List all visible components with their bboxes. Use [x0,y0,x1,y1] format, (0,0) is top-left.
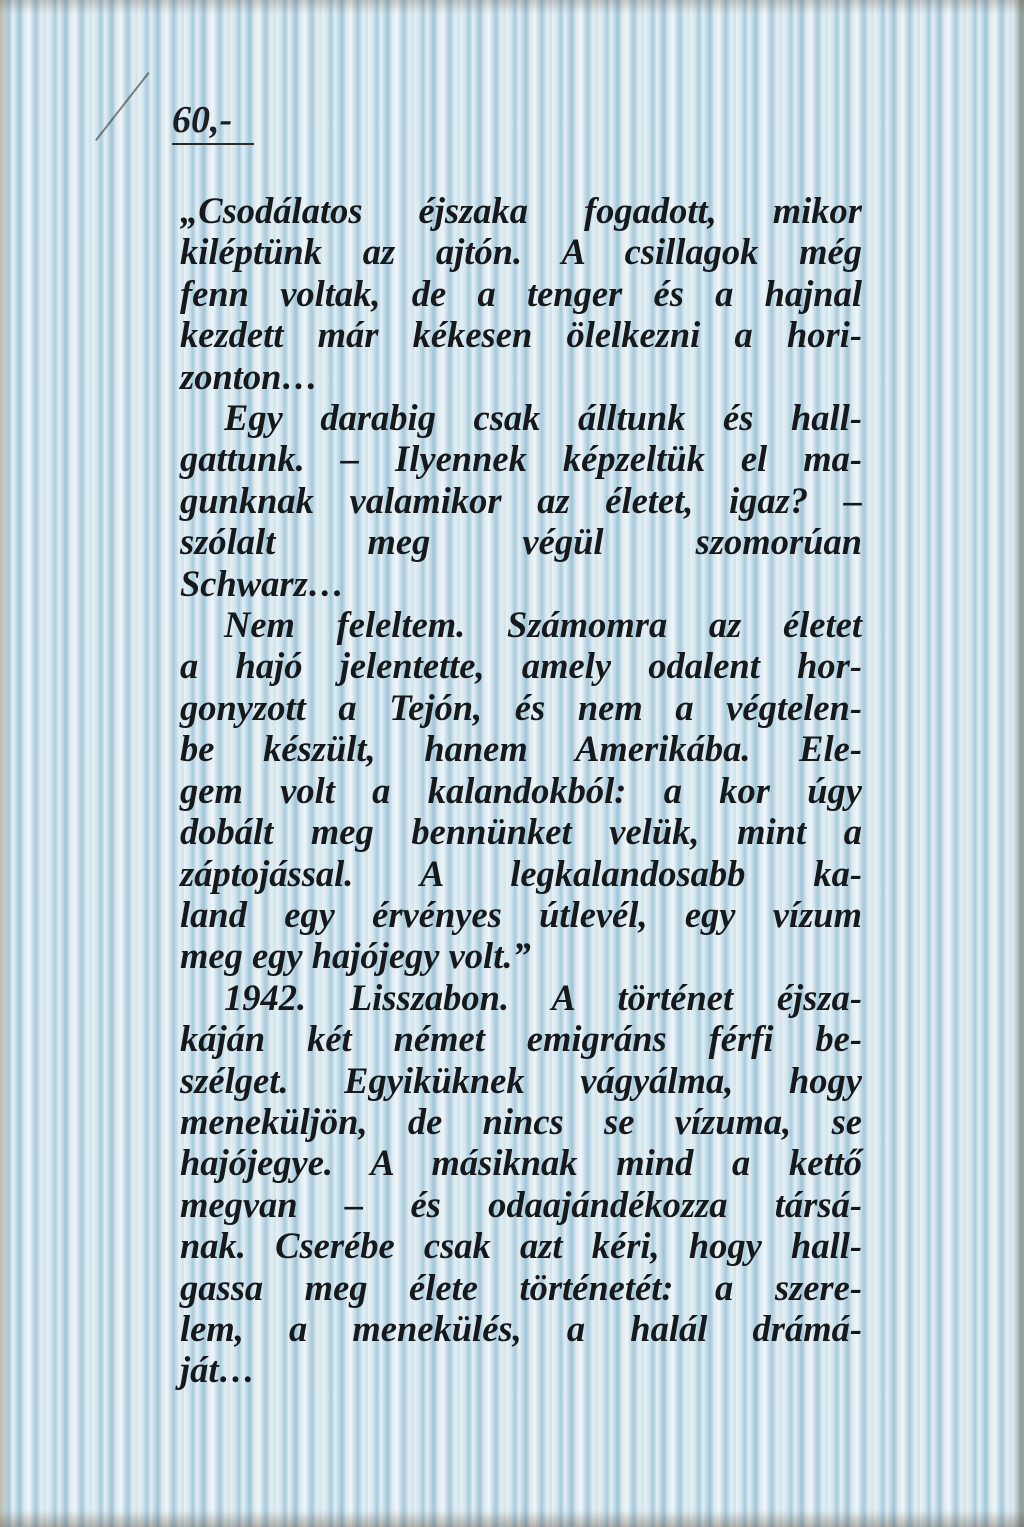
blurb-text [180,190,862,1391]
blurb-line: szélget. Egyiküknek vágyálma, hogy [180,1059,862,1101]
blurb-line: Nem feleltem. Számomra az életet [224,604,862,646]
blurb-line: be készült, hanem Amerikába. Ele- [180,728,862,770]
blurb-line: nak. Cserébe csak azt kéri, hogy hall- [180,1225,862,1267]
price-pencil-mark [95,72,150,141]
blurb-line: gonyzott a Tejón, és nem a végtelen- [180,686,862,728]
blurb-line: kezdett már kékesen ölelkezni a hori- [180,314,862,356]
blurb-line: „Csodálatos éjszaka fogadott, mikor [180,190,862,231]
price-label: 60,- [172,99,233,141]
blurb-line: Schwarz… [180,562,345,604]
blurb-line: gassa meg élete történetét: a szere- [180,1266,862,1308]
blurb-line: meg egy hajójegy volt.” [180,935,531,977]
blurb-line: lem, a menekülés, a halál drámá- [180,1307,862,1349]
blurb-line: káján két német emigráns férfi be- [180,1018,862,1060]
blurb-line: ját… [180,1349,256,1391]
blurb-line: szólalt meg végül szomorúan [180,521,862,563]
blurb-line: megvan – és odaajándékozza társá- [180,1183,862,1225]
blurb-line: fenn voltak, de a tenger és a hajnal [180,272,862,314]
price-underline [172,143,254,145]
blurb-line: gattunk. – Ilyennek képzeltük el ma- [180,438,862,480]
blurb-line: meneküljön, de nincs se vízuma, se [180,1100,862,1142]
blurb-line: gunknak valamikor az életet, igaz? – [180,479,862,521]
blurb-line: hajójegye. A másiknak mind a kettő [180,1142,862,1184]
blurb-line: kiléptünk az ajtón. A csillagok még [180,231,862,273]
blurb-line: záptojással. A legkalandosabb ka- [180,852,862,894]
blurb-line: gem volt a kalandokból: a kor úgy [180,769,862,811]
blurb-line: a hajó jelentette, amely odalent hor- [180,645,862,687]
blurb-line: Egy darabig csak álltunk és hall- [224,397,862,439]
blurb-line: 1942. Lisszabon. A történet éjsza- [224,976,862,1018]
blurb-line: land egy érvényes útlevél, egy vízum [180,893,862,935]
blurb-line: zonton… [180,355,318,397]
blurb-line: dobált meg bennünket velük, mint a [180,811,862,853]
